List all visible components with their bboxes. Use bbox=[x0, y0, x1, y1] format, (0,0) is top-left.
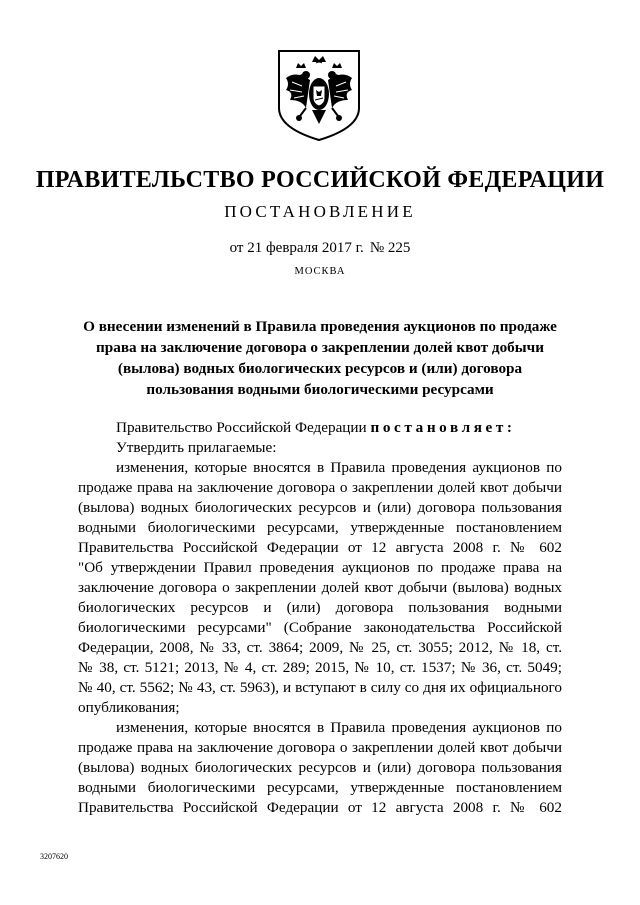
body-line: № 40, ст. 5562; № 43, ст. 5963), и вступают в силу со дня их официального bbox=[78, 679, 562, 696]
document-number: № 225 bbox=[369, 240, 411, 256]
document-type: ПОСТАНОВЛЕНИЕ bbox=[224, 202, 416, 221]
decree-intro: Правительство Российской Федерации bbox=[116, 419, 367, 436]
subject-line: права на заключение договора о закреплении долей квот добычи bbox=[96, 339, 544, 356]
body-line: продаже права на заключение договора о закреплении долей квот добычи bbox=[78, 479, 562, 496]
document-body bbox=[78, 418, 562, 818]
subject-line: О внесении изменений в Правила проведения аукционов по продаже bbox=[83, 318, 557, 335]
body-line: опубликования; bbox=[78, 699, 180, 716]
body-line: "Об утверждении Правил проведения аукционов по продаже права на bbox=[78, 559, 562, 576]
subject-line: пользования водными биологическими ресурсами bbox=[146, 381, 494, 398]
body-line: заключение договора о закреплении долей квот добычи (вылова) водных bbox=[78, 579, 562, 596]
document-date: от 21 февраля 2017 г. bbox=[229, 240, 364, 256]
body-line: Правительства Российской Федерации от 12 августа 2008 г. № 602 bbox=[78, 799, 562, 816]
body-line: изменения, которые вносятся в Правила проведения аукционов по bbox=[116, 719, 562, 736]
body-line: изменения, которые вносятся в Правила проведения аукционов по bbox=[116, 459, 562, 476]
body-line: биологических ресурсов и (или) договора пользования водными bbox=[78, 599, 562, 616]
body-line: водными биологическими ресурсами, утвержденные постановлением bbox=[78, 779, 562, 796]
body-line: Правительства Российской Федерации от 12 августа 2008 г. № 602 bbox=[78, 539, 562, 556]
coat-of-arms-icon bbox=[276, 48, 362, 142]
body-line: продаже права на заключение договора о закреплении долей квот добычи bbox=[78, 739, 562, 756]
decree-line bbox=[78, 418, 562, 438]
approve-line: Утвердить прилагаемые: bbox=[116, 439, 277, 456]
document-city: МОСКВА bbox=[294, 266, 346, 277]
body-line: водными биологическими ресурсами, утвержденные постановлением bbox=[78, 519, 562, 536]
document-date-line bbox=[0, 240, 640, 257]
government-title: ПРАВИТЕЛЬСТВО РОССИЙСКОЙ ФЕДЕРАЦИИ bbox=[35, 167, 605, 193]
document-code: 3207620 bbox=[40, 852, 68, 861]
body-line: (вылова) водных биологических ресурсов и (или) договора пользования bbox=[78, 759, 562, 776]
body-line: № 38, ст. 5121; 2013, № 4, ст. 289; 2015, № 10, ст. 1537; № 36, ст. 5049; bbox=[78, 659, 562, 676]
subject-line: (вылова) водных биологических ресурсов и (или) договора bbox=[117, 360, 523, 377]
body-line: (вылова) водных биологических ресурсов и (или) договора пользования bbox=[78, 499, 562, 516]
decree-verb: постановляет: bbox=[370, 419, 516, 436]
body-line: биологическими ресурсами" (Собрание законодательства Российской bbox=[78, 619, 562, 636]
document-subject bbox=[70, 316, 570, 400]
body-line: Федерации, 2008, № 33, ст. 3864; 2009, № 25, ст. 3055; 2012, № 18, ст. bbox=[78, 639, 562, 656]
